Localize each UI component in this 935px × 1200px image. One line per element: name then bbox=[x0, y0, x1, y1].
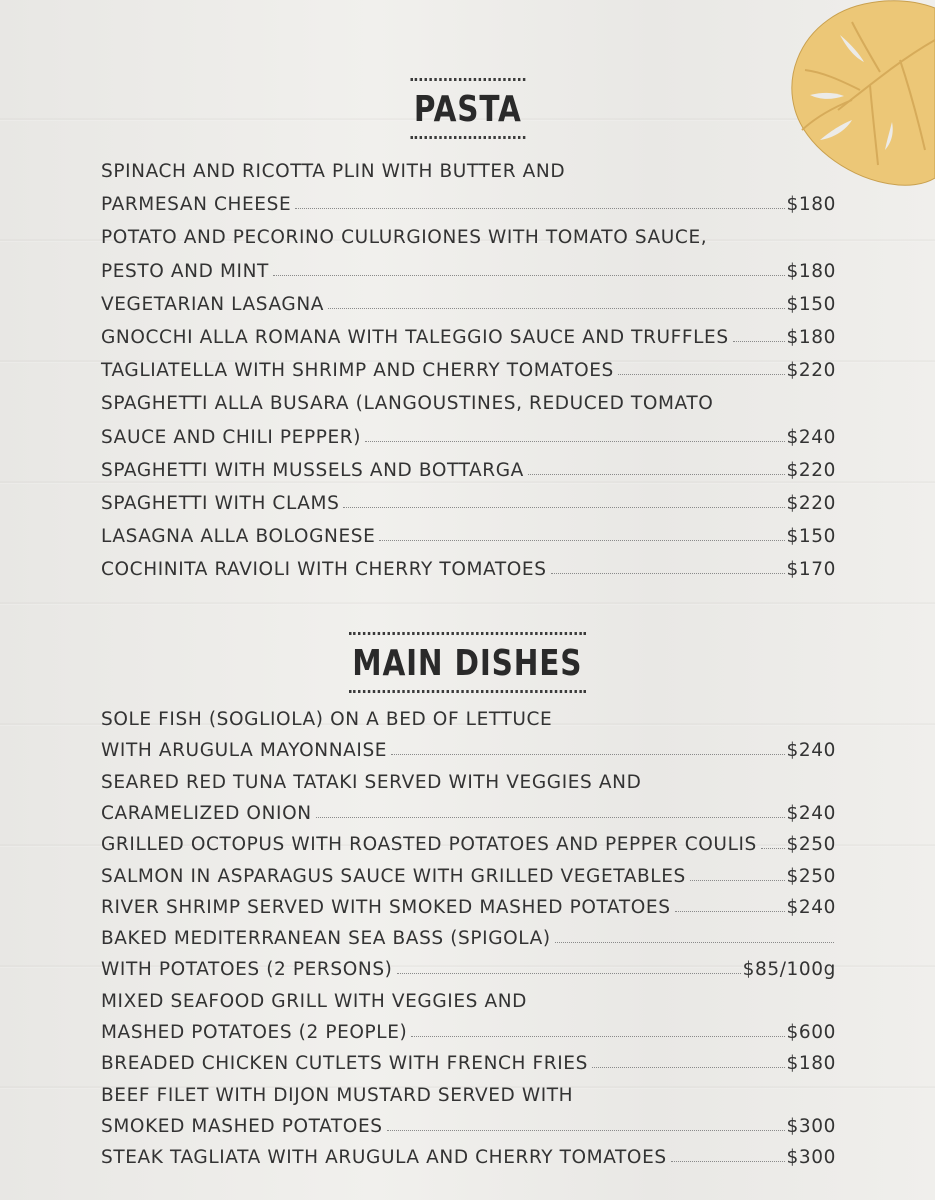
menu-item bbox=[101, 1107, 836, 1137]
menu-item-price: $240 bbox=[786, 426, 836, 448]
menu-item bbox=[101, 451, 836, 481]
dot-leader bbox=[328, 307, 785, 309]
menu-item-name: BREADED CHICKEN CUTLETS WITH FRENCH FRIES bbox=[101, 1053, 588, 1075]
menu-item-name: STEAK TAGLIATA WITH ARUGULA AND CHERRY TOMATOES bbox=[101, 1147, 667, 1169]
menu-item bbox=[101, 285, 836, 315]
menu-item-name: BEEF FILET WITH DIJON MUSTARD SERVED WITH bbox=[101, 1084, 574, 1106]
dot-leader bbox=[343, 506, 784, 508]
menu-item-line bbox=[101, 763, 836, 793]
menu-item-price: $220 bbox=[786, 360, 836, 382]
menu-item-line bbox=[101, 919, 836, 949]
menu-item bbox=[101, 517, 836, 547]
menu-item-price: $180 bbox=[786, 260, 836, 282]
menu-item-name: GNOCCHI ALLA ROMANA WITH TALEGGIO SAUCE AND TRUFFLES bbox=[101, 327, 729, 348]
dot-leader bbox=[733, 340, 785, 342]
menu-item-price: $250 bbox=[786, 834, 836, 856]
menu-item-line bbox=[101, 982, 836, 1012]
menu-item-name: BAKED MEDITERRANEAN SEA BASS (SPIGOLA) bbox=[101, 928, 551, 950]
menu-item-name: WITH POTATOES (2 PERSONS) bbox=[101, 959, 393, 981]
menu-item-line bbox=[101, 1076, 836, 1106]
menu-item-price: $85/100g bbox=[742, 959, 836, 981]
menu-item-price: $220 bbox=[786, 459, 836, 481]
menu-item-name: TAGLIATELLA WITH SHRIMP AND CHERRY TOMATOES bbox=[101, 360, 614, 382]
menu-item-name: POTATO AND PECORINO CULURGIONES WITH TOMATO SAUCE, bbox=[101, 227, 708, 249]
menu-item-name: SOLE FISH (SOGLIOLA) ON A BED OF LETTUCE bbox=[101, 709, 553, 730]
menu-item bbox=[101, 794, 836, 824]
menu-item-name: SPAGHETTI ALLA BUSARA (LANGOUSTINES, REDUCED TOMATO bbox=[101, 393, 714, 415]
menu-item-name: PESTO AND MINT bbox=[101, 260, 269, 282]
menu-item-price: $180 bbox=[786, 1053, 836, 1075]
menu-item bbox=[101, 484, 836, 514]
dot-leader bbox=[592, 1066, 785, 1068]
menu-item-price: $150 bbox=[786, 526, 836, 548]
menu-item-name: WITH ARUGULA MAYONNAISE bbox=[101, 740, 388, 762]
dot-leader bbox=[387, 1129, 785, 1131]
menu-item-price: $150 bbox=[786, 293, 836, 315]
main-dishes-section-title: MAIN DISHES bbox=[0, 632, 935, 693]
dot-leader bbox=[690, 879, 785, 881]
dot-leader bbox=[379, 539, 784, 541]
menu-item-price: $240 bbox=[786, 740, 836, 762]
menu-item-name: PARMESAN CHEESE bbox=[101, 194, 292, 216]
menu-item-name: SMOKED MASHED POTATOES bbox=[101, 1115, 383, 1137]
menu-item bbox=[101, 857, 836, 887]
menu-item bbox=[101, 1044, 836, 1074]
menu-item bbox=[101, 825, 836, 855]
dot-leader bbox=[365, 440, 784, 442]
dot-leader bbox=[295, 207, 784, 209]
menu-item bbox=[101, 731, 836, 761]
menu-item bbox=[101, 185, 836, 215]
menu-item-name: SPINACH AND RICOTTA PLIN WITH BUTTER AND bbox=[101, 161, 566, 182]
menu-item bbox=[101, 418, 836, 448]
menu-item-line bbox=[101, 152, 836, 182]
menu-item-price: $180 bbox=[786, 194, 836, 216]
menu-item-name: COCHINITA RAVIOLI WITH CHERRY TOMATOES bbox=[101, 559, 547, 581]
menu-item-name: SPAGHETTI WITH MUSSELS AND BOTTARGA bbox=[101, 459, 524, 481]
menu-item-name: GRILLED OCTOPUS WITH ROASTED POTATOES AND PEPPER COULIS bbox=[101, 834, 757, 856]
menu-item-price: $170 bbox=[786, 559, 836, 581]
menu-item-name: VEGETARIAN LASAGNA bbox=[101, 293, 325, 315]
menu-item bbox=[101, 318, 836, 348]
menu-item bbox=[101, 1138, 836, 1168]
menu-item-name: SEARED RED TUNA TATAKI SERVED WITH VEGGIES AND bbox=[101, 771, 642, 793]
dot-leader bbox=[528, 473, 785, 475]
dot-leader bbox=[618, 373, 785, 375]
menu-item-name: SALMON IN ASPARAGUS SAUCE WITH GRILLED VEGETABLES bbox=[101, 865, 686, 887]
pasta-section-title: PASTA bbox=[0, 78, 935, 139]
menu-item-name: RIVER SHRIMP SERVED WITH SMOKED MASHED POTATOES bbox=[101, 896, 671, 918]
menu-item-price: $300 bbox=[786, 1115, 836, 1137]
dot-leader bbox=[316, 816, 785, 818]
dot-leader bbox=[273, 274, 785, 276]
menu-item-name: CARAMELIZED ONION bbox=[101, 802, 312, 824]
menu-item-price: $180 bbox=[786, 327, 836, 348]
dot-leader bbox=[761, 847, 785, 849]
menu-item-price: $240 bbox=[786, 802, 836, 824]
menu-item bbox=[101, 1013, 836, 1043]
dot-leader bbox=[411, 1035, 784, 1037]
menu-item-name: MIXED SEAFOOD GRILL WITH VEGGIES AND bbox=[101, 990, 527, 1012]
dot-leader bbox=[671, 1160, 785, 1162]
menu-item bbox=[101, 888, 836, 918]
dot-leader bbox=[391, 753, 784, 755]
menu-item-price: $300 bbox=[786, 1147, 836, 1169]
menu-item bbox=[101, 351, 836, 381]
dot-leader bbox=[397, 972, 741, 974]
menu-item bbox=[101, 550, 836, 580]
menu-item bbox=[101, 252, 836, 282]
menu-item-price: $220 bbox=[786, 493, 836, 514]
menu-item-name: SPAGHETTI WITH CLAMS bbox=[101, 493, 340, 514]
menu-item-name: LASAGNA ALLA BOLOGNESE bbox=[101, 526, 376, 548]
menu-item-line bbox=[101, 700, 836, 730]
menu-item-name: MASHED POTATOES (2 PEOPLE) bbox=[101, 1022, 408, 1043]
dot-leader bbox=[555, 941, 834, 943]
menu-item-line bbox=[101, 384, 836, 414]
menu-item-name: SAUCE AND CHILI PEPPER) bbox=[101, 426, 362, 448]
menu-item-line bbox=[101, 218, 836, 248]
menu-item-price: $250 bbox=[786, 865, 836, 887]
dot-leader bbox=[675, 910, 785, 912]
menu-item-price: $600 bbox=[786, 1022, 836, 1043]
dot-leader bbox=[551, 572, 785, 574]
menu-item bbox=[101, 950, 836, 980]
menu-item-price: $240 bbox=[786, 896, 836, 918]
